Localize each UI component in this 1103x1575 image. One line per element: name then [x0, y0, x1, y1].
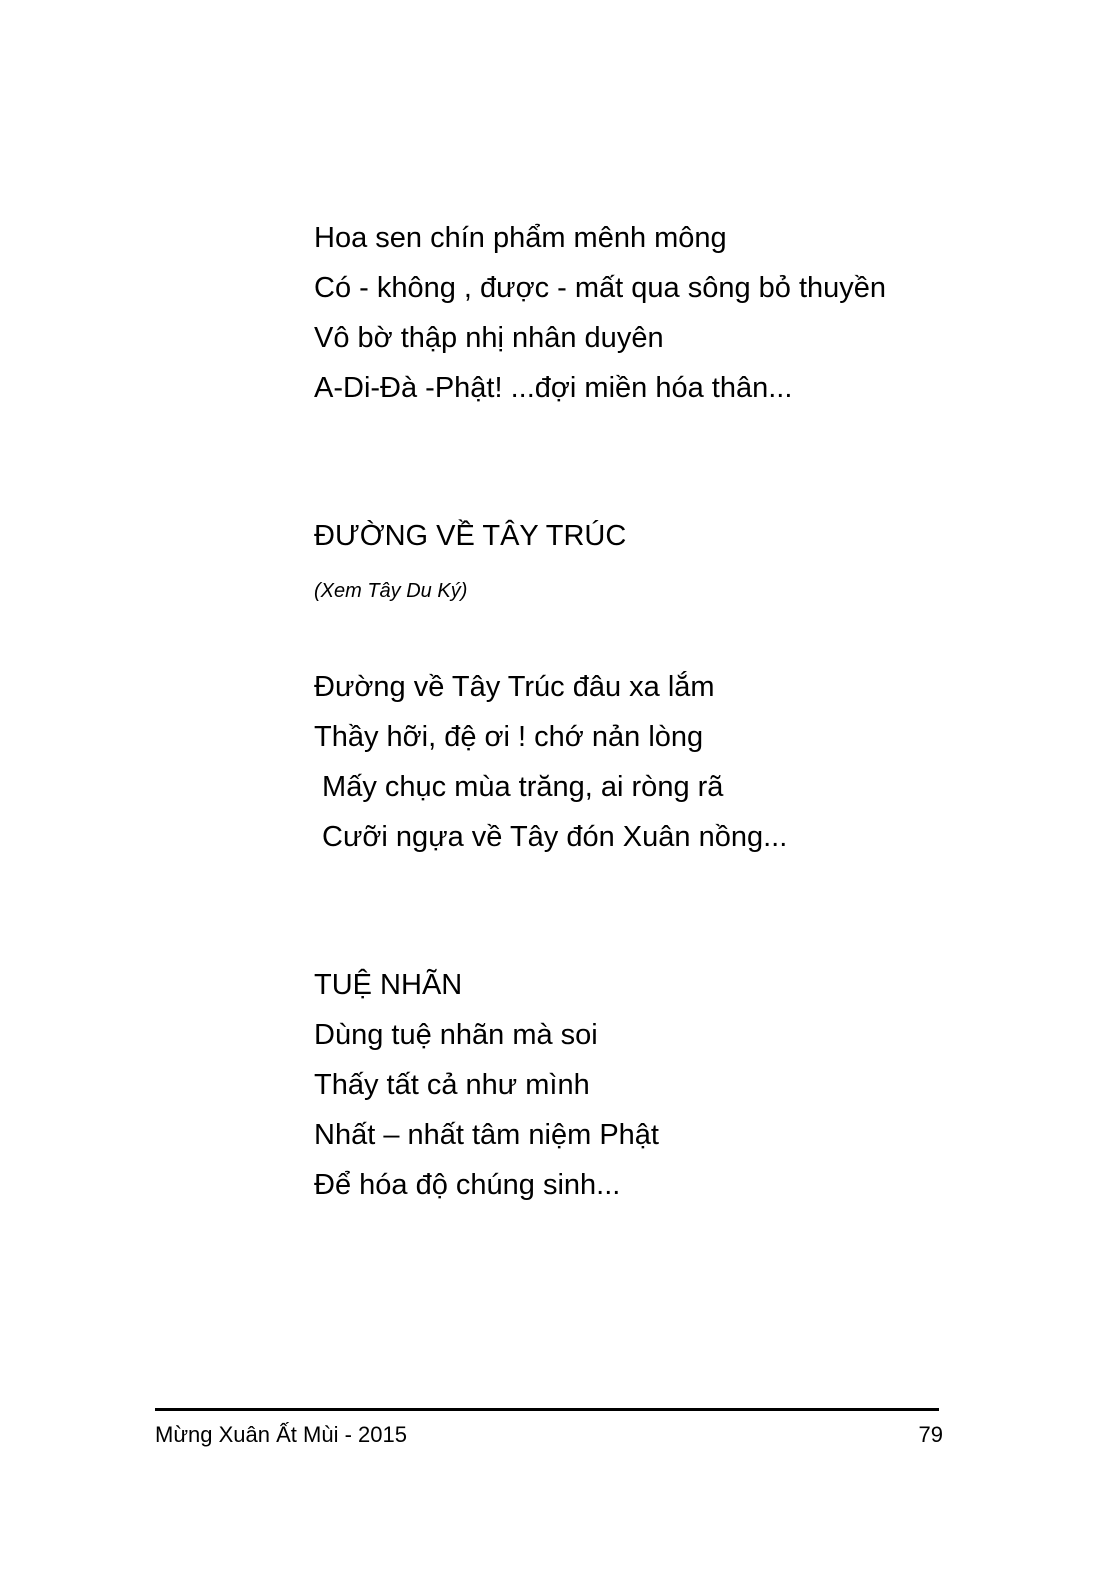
poem-line: Cưỡi ngựa về Tây đón Xuân nồng... — [314, 821, 788, 853]
poem-title: TUỆ NHÃN — [314, 969, 463, 1001]
poem-line: Đường về Tây Trúc đâu xa lắm — [314, 671, 715, 703]
poem-line: Dùng tuệ nhãn mà soi — [314, 1019, 598, 1051]
poem-line: Thấy tất cả như mình — [314, 1069, 590, 1101]
footer-divider — [155, 1408, 939, 1411]
poem-line: Vô bờ thập nhị nhân duyên — [314, 322, 664, 354]
poem-line: Hoa sen chín phẩm mênh mông — [314, 222, 727, 254]
poem-line: Có - không , được - mất qua sông bỏ thuyền — [314, 272, 887, 304]
poem-line: Mấy chục mùa trăng, ai ròng rã — [314, 771, 724, 803]
footer-book-title: Mừng Xuân Ất Mùi - 2015 — [155, 1422, 407, 1447]
poem-line: A-Di-Đà -Phật! ...đợi miền hóa thân... — [314, 372, 793, 404]
poem-line: Để hóa độ chúng sinh... — [314, 1169, 621, 1201]
poem-line: Thầy hỡi, đệ ơi ! chớ nản lòng — [314, 721, 704, 753]
poem-subtitle: (Xem Tây Du Ký) — [314, 580, 468, 602]
page-number: 79 — [918, 1422, 943, 1447]
poem-title: ĐƯỜNG VỀ TÂY TRÚC — [314, 520, 627, 552]
poem-line: Nhất – nhất tâm niệm Phật — [314, 1119, 659, 1151]
